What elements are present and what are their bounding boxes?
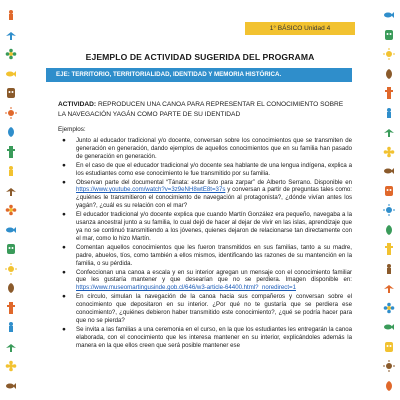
bird-icon — [383, 125, 395, 137]
figure-icon — [5, 320, 17, 332]
grade-badge: 1° BÁSICO Unidad 4 — [245, 22, 355, 35]
list-item-text: Junto al educador tradicional y/o docente, conversan sobre los conocimientos que se transmiten de generación en generación, dando ejemplos de aquellos conocimientos que en su familia han pasado de generación en generación. — [76, 137, 352, 160]
video-link[interactable]: https://www.youtube.com/watch?v=3z9eNH8wtE8t=37s — [76, 186, 226, 194]
mask-icon — [383, 340, 395, 352]
totem-icon — [5, 145, 17, 157]
sun-icon — [5, 262, 17, 274]
list-item — [60, 293, 352, 325]
sun-icon — [383, 203, 395, 215]
examples-label: Ejemplos: — [58, 126, 86, 133]
list-item — [60, 269, 352, 293]
list-item — [60, 244, 352, 268]
bullet-icon: ● — [62, 211, 66, 219]
mask-icon — [383, 184, 395, 196]
bird-icon — [5, 340, 17, 352]
examples-list — [60, 137, 352, 351]
bullet-icon: ● — [62, 161, 66, 169]
list-item-text: Observan parte del documental “Tánata: estar listo para zarpar” de Alberto Serrano. Disponible en — [76, 178, 352, 186]
figure-icon — [5, 164, 17, 176]
page-title: EJEMPLO DE ACTIVIDAD SUGERIDA DEL PROGRAMA — [85, 52, 315, 62]
flower-icon — [5, 203, 17, 215]
sun-icon — [5, 106, 17, 118]
list-item-text: En el caso de que el educador tradicional y/o docente sea hablante de una lengua indígena, explica a los estudiantes como ese conocimiento le fue transmitido por su familia. — [76, 161, 352, 177]
bullet-icon: ● — [62, 293, 66, 301]
bullet-icon: ● — [62, 137, 66, 144]
list-item-text: Confeccionan una canoa a escala y en su interior agregan un mensaje con el conocimiento familiar que les gustaría mantener y que desearían que no se perdiera. Imagen disponible en: — [76, 268, 352, 284]
list-item — [60, 179, 352, 211]
list-item-text: En círculo, simulan la navegación de la canoa hacia sus compañeros y conversan sobre el conocimiento que depositaron en su interior. ¿Por qué no te gustaría que se perdiera ese conocimiento?, ¿quiénes debieron haber transmitido este conocimiento?, ¿qué se podría hacer para que no se pierda? — [76, 293, 352, 324]
totem-icon — [5, 301, 17, 313]
bullet-icon: ● — [62, 178, 66, 186]
fish-icon — [383, 8, 395, 20]
leaf-icon — [383, 67, 395, 79]
bird-icon — [5, 184, 17, 196]
museum-link[interactable]: https://www.museomartingusinde.gob.cl/646/w3-article-64400.html?_noredirect=1 — [76, 284, 296, 292]
figure-icon — [5, 8, 17, 20]
list-item-text: Se invita a las familias a una ceremonia en el curso, en la que los estudiantes les entregarán la canoa elaborada, con el conocimiento que les interesa mantener en su interior, explicándoles además la manera en la que ellos creen que será posible mantener ese — [76, 325, 352, 349]
list-item-text: El educador tradicional y/o docente explica que cuando Martín González era pequeño, navegaba a la usanza ancestral junto a su familia, lo cual dejó de hacer al dejar de vivir en las islas, aprendizaje que ya no se continuó transmitiendo a los jóvenes, quienes dejaron de relacionarse tan directamente con el mar, como lo hizo Martín. — [76, 211, 352, 242]
leaf-icon — [383, 223, 395, 235]
fish-icon — [5, 67, 17, 79]
fish-icon — [383, 164, 395, 176]
list-item — [60, 162, 352, 178]
bullet-icon: ● — [62, 243, 66, 251]
list-item — [60, 137, 352, 161]
activity-label: ACTIVIDAD: — [58, 101, 97, 108]
totem-icon — [383, 242, 395, 254]
flower-icon — [383, 145, 395, 157]
mask-icon — [5, 86, 17, 98]
activity-statement — [58, 100, 350, 119]
list-item — [60, 211, 352, 243]
figure-icon — [383, 262, 395, 274]
section-banner: EJE: TERRITORIO, TERRITORIALIDAD, IDENTIDAD Y MEMORIA HISTÓRICA. — [46, 68, 352, 82]
list-item — [60, 326, 352, 350]
totem-icon — [383, 86, 395, 98]
leaf-icon — [5, 281, 17, 293]
fish-icon — [5, 379, 17, 391]
list-item-text: Comentan aquellos conocimientos que les fueron transmitidos en sus familias, tanto a su madre, padre, abuelos, tíos, como también a ellos mismos, identificando las razones de su mantención en la familia, o su pérdida. — [76, 243, 352, 267]
leaf-icon — [5, 125, 17, 137]
leaf-icon — [383, 379, 395, 391]
mask-icon — [5, 242, 17, 254]
flower-icon — [383, 301, 395, 313]
mask-icon — [383, 28, 395, 40]
figure-icon — [383, 106, 395, 118]
bird-icon — [5, 28, 17, 40]
list-item-text: y conversan a partir de preguntas tales como: ¿quiénes le transmitieron el conocimiento de navegación al protagonista?, ¿dónde vivían antes los yagán?, ¿cuál es su relación con el mar? — [76, 186, 352, 210]
activity-text: REPRODUCEN UNA CANOA PARA REPRESENTAR EL CONOCIMIENTO SOBRE LA NAVEGACIÓN YAGÁN COMO PARTE DE SU IDENTIDAD — [58, 101, 344, 118]
bird-icon — [383, 281, 395, 293]
fish-icon — [383, 320, 395, 332]
bullet-icon: ● — [62, 325, 66, 333]
fish-icon — [5, 223, 17, 235]
sun-icon — [383, 359, 395, 371]
bullet-icon: ● — [62, 268, 66, 276]
flower-icon — [5, 359, 17, 371]
